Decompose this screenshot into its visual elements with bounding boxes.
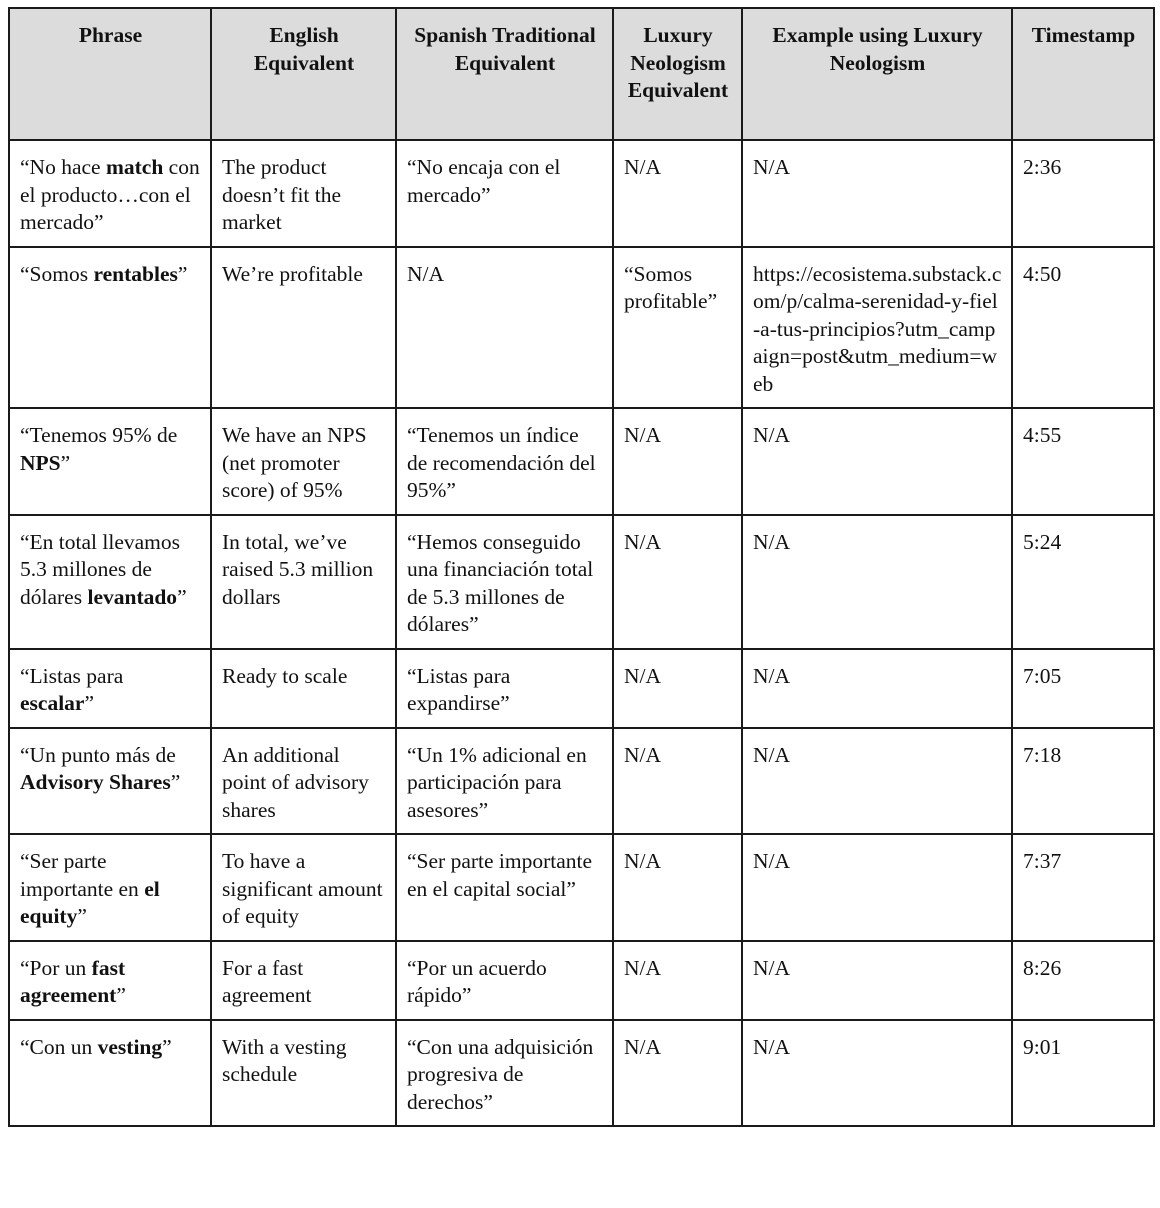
phrase-cell xyxy=(9,140,211,247)
phrase-text-end: con el producto…con el mercado” xyxy=(20,155,200,234)
english-cell: The product doesn’t fit the market xyxy=(211,140,396,247)
header-luxury-neologism-equivalent: Luxury Neologism Equivalent xyxy=(613,8,742,140)
phrase-text: “Listas para xyxy=(20,663,124,688)
phrase-text-end: ” xyxy=(177,261,188,286)
timestamp-cell: 7:37 xyxy=(1012,834,1154,941)
timestamp-cell: 7:18 xyxy=(1012,728,1154,835)
table-header xyxy=(9,8,1154,140)
example-cell: N/A xyxy=(742,941,1012,1020)
phrase-highlight: Advisory Shares xyxy=(20,770,171,794)
phrase-cell xyxy=(9,247,211,409)
header-phrase: Phrase xyxy=(9,8,211,140)
luxury-cell: N/A xyxy=(613,728,742,835)
phrase-text: “Ser parte importante en xyxy=(20,849,145,901)
phrase-cell xyxy=(9,941,211,1020)
table-row xyxy=(9,834,1154,941)
phrase-highlight: vesting xyxy=(97,1034,163,1059)
spanish-cell: “Por un acuerdo rápido” xyxy=(396,941,613,1020)
luxury-cell: N/A xyxy=(613,1020,742,1127)
phrase-highlight: escalar xyxy=(20,691,85,715)
english-cell: We have an NPS (net promoter score) of 95% xyxy=(211,408,396,515)
table-row xyxy=(9,649,1154,728)
spanish-cell: “Listas para expandirse” xyxy=(396,649,613,728)
luxury-cell: N/A xyxy=(613,649,742,728)
luxury-cell: N/A xyxy=(613,834,742,941)
timestamp-cell: 5:24 xyxy=(1012,515,1154,649)
phrase-text-end: ” xyxy=(162,1034,172,1059)
spanish-cell: “No encaja con el mercado” xyxy=(396,140,613,247)
phrase-text-end: ” xyxy=(177,584,187,609)
table-row xyxy=(9,408,1154,515)
phrase-highlight: match xyxy=(105,155,164,179)
table-row xyxy=(9,941,1154,1020)
table-row xyxy=(9,247,1154,409)
phrase-text-end: ” xyxy=(170,770,181,794)
luxury-cell: N/A xyxy=(613,408,742,515)
phrase-cell xyxy=(9,834,211,941)
header-example-luxury-neologism: Example using Luxury Neologism xyxy=(742,8,1012,140)
english-cell: In total, we’ve raised 5.3 million dollars xyxy=(211,515,396,649)
header-timestamp: Timestamp xyxy=(1012,8,1154,140)
phrase-highlight: rentables xyxy=(93,261,178,286)
spanish-cell: N/A xyxy=(396,247,613,409)
example-cell: N/A xyxy=(742,140,1012,247)
example-cell: N/A xyxy=(742,834,1012,941)
header-spanish-traditional-equivalent: Spanish Traditional Equivalent xyxy=(396,8,613,140)
table-row xyxy=(9,140,1154,247)
phrase-text: “Por un xyxy=(20,955,92,980)
phrase-highlight: NPS xyxy=(20,450,61,475)
spanish-cell: “Hemos conseguido una financiación total de 5.3 millones de dólares” xyxy=(396,515,613,649)
example-url-cell: https://ecosistema.substack.com/p/calma-serenidad-y-fiel-a-tus-principios?utm_campaign=post&utm_medium=web xyxy=(742,247,1012,409)
phrase-text-end: ” xyxy=(116,983,126,1007)
english-cell: To have a significant amount of equity xyxy=(211,834,396,941)
spanish-cell: “Con una adquisición progresiva de derechos” xyxy=(396,1020,613,1127)
luxury-cell: N/A xyxy=(613,140,742,247)
phrase-text: “Somos xyxy=(20,261,94,286)
timestamp-cell: 9:01 xyxy=(1012,1020,1154,1127)
timestamp-cell: 4:55 xyxy=(1012,408,1154,515)
example-cell: N/A xyxy=(742,728,1012,835)
phrase-cell xyxy=(9,649,211,728)
phrase-highlight: el equity xyxy=(20,876,160,928)
table-row xyxy=(9,515,1154,649)
table-row xyxy=(9,728,1154,835)
phrase-text-end: ” xyxy=(84,691,95,715)
english-cell: An additional point of advisory shares xyxy=(211,728,396,835)
phrase-table xyxy=(8,7,1155,1127)
phrase-text: “Tenemos 95% de xyxy=(20,423,178,447)
timestamp-cell: 2:36 xyxy=(1012,140,1154,247)
example-cell: N/A xyxy=(742,649,1012,728)
spanish-cell: “Un 1% adicional en participación para asesores” xyxy=(396,728,613,835)
phrase-cell xyxy=(9,728,211,835)
timestamp-cell: 7:05 xyxy=(1012,649,1154,728)
phrase-text: “En total llevamos 5.3 millones de dólares xyxy=(20,529,181,609)
english-cell: We’re profitable xyxy=(211,247,396,409)
spanish-cell: “Ser parte importante en el capital social” xyxy=(396,834,613,941)
english-cell: For a fast agreement xyxy=(211,941,396,1020)
phrase-text: “Un punto más de xyxy=(20,742,176,767)
table-row xyxy=(9,1020,1154,1127)
spanish-cell: “Tenemos un índice de recomendación del 95%” xyxy=(396,408,613,515)
table-body xyxy=(9,140,1154,1126)
phrase-cell xyxy=(9,408,211,515)
timestamp-cell: 4:50 xyxy=(1012,247,1154,409)
english-cell: Ready to scale xyxy=(211,649,396,728)
example-cell: N/A xyxy=(742,515,1012,649)
header-english-equivalent: English Equivalent xyxy=(211,8,396,140)
timestamp-cell: 8:26 xyxy=(1012,941,1154,1020)
luxury-cell: “Somos profitable” xyxy=(613,247,742,409)
phrase-text: “No hace xyxy=(20,155,106,179)
phrase-text-end: ” xyxy=(77,904,87,928)
example-cell: N/A xyxy=(742,408,1012,515)
luxury-cell: N/A xyxy=(613,515,742,649)
english-cell: With a vesting schedule xyxy=(211,1020,396,1127)
phrase-cell xyxy=(9,515,211,649)
header-row xyxy=(9,8,1154,140)
luxury-cell: N/A xyxy=(613,941,742,1020)
phrase-highlight: fast agreement xyxy=(20,955,126,1007)
example-cell: N/A xyxy=(742,1020,1012,1127)
phrase-highlight: levantado xyxy=(87,584,178,609)
phrase-cell xyxy=(9,1020,211,1127)
phrase-text-end: ” xyxy=(60,450,71,475)
phrase-text: “Con un xyxy=(20,1034,98,1059)
